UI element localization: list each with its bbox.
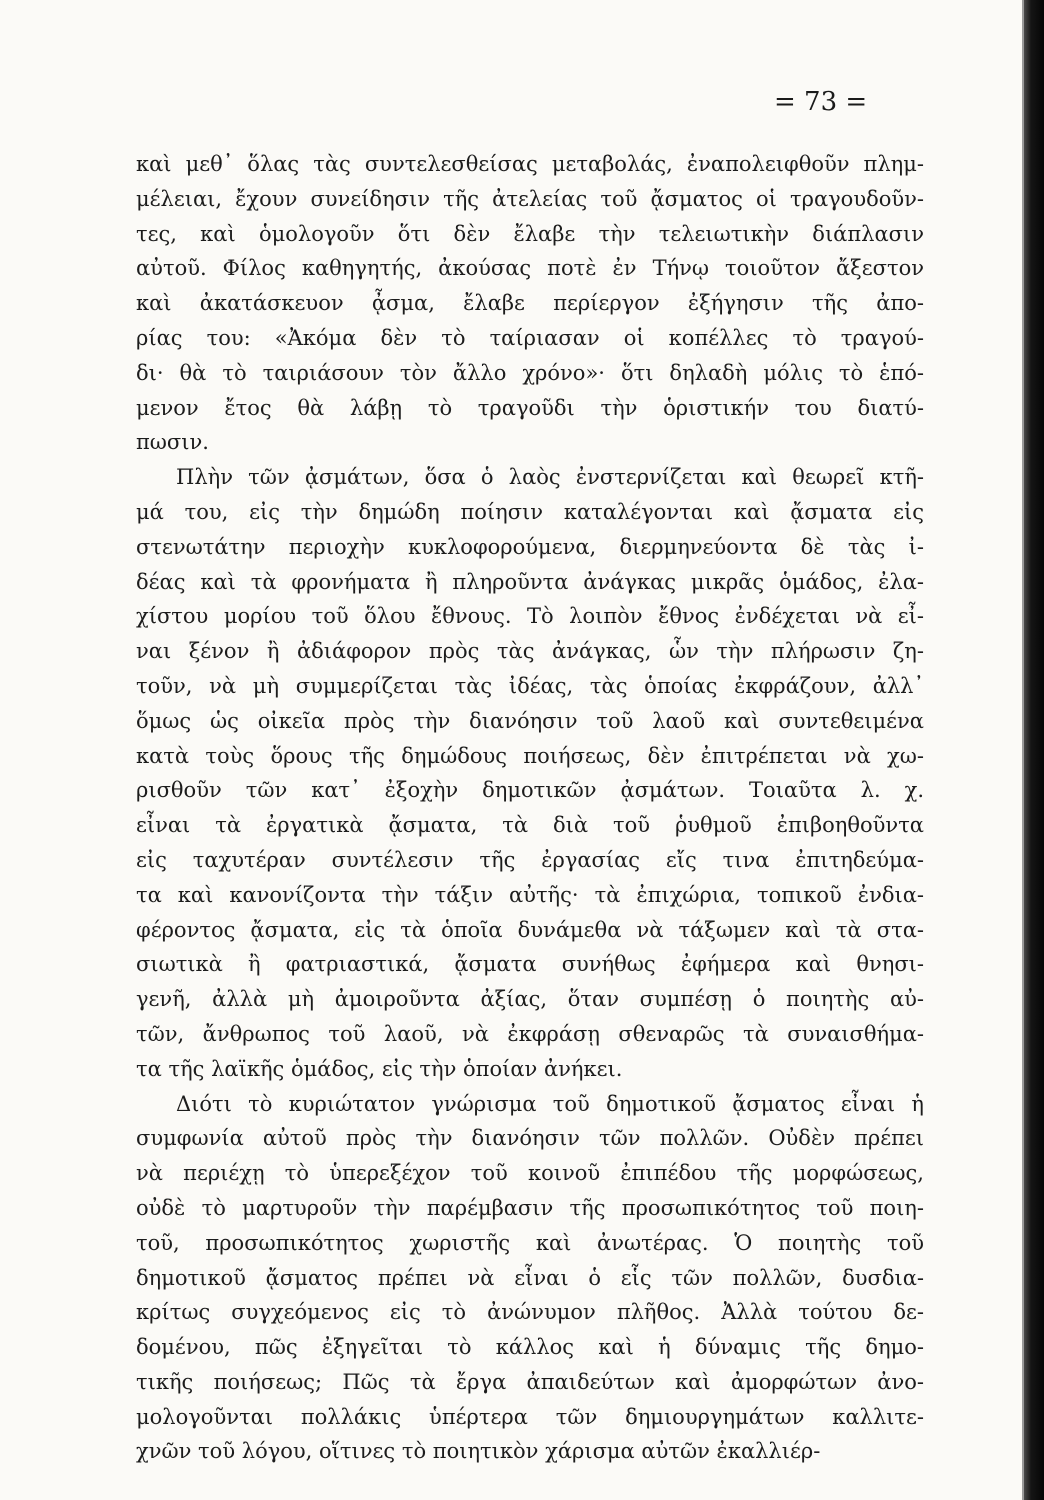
text-line: χνῶν τοῦ λόγου, οἵτινες τὸ ποιητικὸν χάρισμα αὐτῶν ἐκαλλιέρ-	[136, 1439, 821, 1464]
text-line: εἰς ταχυτέραν συντέλεσιν τῆς ἐργασίας εἴς τινα ἐπιτηδεύμα-	[136, 847, 924, 872]
text-line: μά του, εἰς τὴν δημώδη ποίησιν καταλέγονται καὶ ᾄσματα εἰς	[136, 499, 924, 524]
text-line: κατὰ τοὺς ὅρους τῆς δημώδους ποιήσεως, δὲν ἐπιτρέπεται νὰ χω-	[136, 743, 924, 768]
text-line: καὶ μεθ᾽ ὅλας τὰς συντελεσθείσας μεταβολάς, ἐναπολειφθοῦν πλημ-	[136, 152, 924, 176]
text-line: ρισθοῦν τῶν κατ᾽ ἐξοχὴν δημοτικῶν ᾀσμάτων. Τοιαῦτα λ. χ.	[136, 778, 924, 803]
text-line: φέροντος ᾄσματα, εἰς τὰ ὁποῖα δυνάμεθα νὰ τάξωμεν καὶ τὰ στα-	[136, 917, 924, 942]
text-line: καὶ ἀκατάσκευον ᾆσμα, ἔλαβε περίεργον ἐξήγησιν τῆς ἀπο-	[136, 291, 924, 316]
text-line: σιωτικὰ ἢ φατριαστικά, ᾄσματα συνήθως ἐφήμερα καὶ θνησι-	[136, 952, 924, 977]
text-line: πωσιν.	[136, 430, 209, 455]
text-line: τοῦν, νὰ μὴ συμμερίζεται τὰς ἰδέας, τὰς ὁποίας ἐκφράζουν, ἀλλ᾽	[136, 673, 924, 698]
text-line: οὐδὲ τὸ μαρτυροῦν τὴν παρέμβασιν τῆς προσωπικότητος τοῦ ποιη-	[136, 1195, 924, 1220]
text-line: δημοτικοῦ ᾄσματος πρέπει νὰ εἶναι ὁ εἷς τῶν πολλῶν, δυσδια-	[136, 1265, 924, 1290]
text-line: δέας καὶ τὰ φρονήματα ἢ πληροῦντα ἀνάγκας μικρᾶς ὁμάδος, ἐλα-	[136, 569, 924, 594]
text-line: νὰ περιέχῃ τὸ ὑπερεξέχον τοῦ κοινοῦ ἐπιπέδου τῆς μορφώσεως,	[136, 1161, 924, 1186]
text-line: τα τῆς λαϊκῆς ὁμάδος, εἰς τὴν ὁποίαν ἀνήκει.	[136, 1056, 623, 1081]
text-line: τα καὶ κανονίζοντα τὴν τάξιν αὐτῆς· τὰ ἐπιχώρια, τοπικοῦ ἐνδια-	[136, 882, 924, 907]
text-line: ρίας του: «Ἀκόμα δὲν τὸ ταίριασαν οἱ κοπέλλες τὸ τραγού-	[136, 325, 924, 350]
text-line: δομένου, πῶς ἐξηγεῖται τὸ κάλλος καὶ ἡ δύναμις τῆς δημο-	[136, 1335, 924, 1360]
text-line: τες, καὶ ὁμολογοῦν ὅτι δὲν ἔλαβε τὴν τελειωτικὴν διάπλασιν	[136, 221, 924, 246]
text-line: γενῆ, ἀλλὰ μὴ ἀμοιροῦντα ἀξίας, ὅταν συμπέσῃ ὁ ποιητὴς αὐ-	[136, 987, 924, 1012]
text-line: μολογοῦνται πολλάκις ὑπέρτερα τῶν δημιουργημάτων καλλιτε-	[136, 1404, 924, 1429]
text-line: Πλὴν τῶν ᾀσμάτων, ὅσα ὁ λαὸς ἐνστερνίζεται καὶ θεωρεῖ κτῆ-	[176, 465, 924, 490]
text-line: στενωτάτην περιοχὴν κυκλοφορούμενα, διερμηνεύοντα δὲ τὰς ἰ-	[136, 534, 924, 559]
text-line: ὅμως ὡς οἰκεῖα πρὸς τὴν διανόησιν τοῦ λαοῦ καὶ συντεθειμένα	[136, 708, 924, 733]
body-text	[136, 147, 924, 1487]
text-line: συμφωνία αὐτοῦ πρὸς τὴν διανόησιν τῶν πολλῶν. Οὐδὲν πρέπει	[136, 1126, 924, 1151]
text-line: αὐτοῦ. Φίλος καθηγητής, ἀκούσας ποτὲ ἐν Τήνῳ τοιοῦτον ἄξεστον	[136, 256, 924, 281]
text-line: κρίτως συγχεόμενος εἰς τὸ ἀνώνυμον πλῆθος. Ἀλλὰ τούτου δε-	[136, 1300, 924, 1325]
page-number: = 73 =	[774, 87, 868, 117]
text-line: δι· θὰ τὸ ταιριάσουν τὸν ἄλλο χρόνο»· ὅτι δηλαδὴ μόλις τὸ ἑπό-	[136, 360, 924, 385]
text-line: χίστου μορίου τοῦ ὅλου ἔθνους. Τὸ λοιπὸν ἔθνος ἐνδέχεται νὰ εἶ-	[136, 604, 924, 629]
text-line: Διότι τὸ κυριώτατον γνώρισμα τοῦ δημοτικοῦ ᾄσματος εἶναι ἡ	[176, 1091, 924, 1116]
scan-edge-shadow	[1024, 0, 1044, 1500]
text-line: τοῦ, προσωπικότητος χωριστῆς καὶ ἀνωτέρας. Ὁ ποιητὴς τοῦ	[136, 1230, 924, 1255]
text-line: μέλειαι, ἔχουν συνείδησιν τῆς ἀτελείας τοῦ ᾄσματος οἱ τραγουδοῦν-	[136, 186, 924, 211]
text-line: τικῆς ποιήσεως; Πῶς τὰ ἔργα ἀπαιδεύτων καὶ ἀμορφώτων ἀνο-	[136, 1369, 924, 1394]
text-line: εἶναι τὰ ἐργατικὰ ᾄσματα, τὰ διὰ τοῦ ῥυθμοῦ ἐπιβοηθοῦντα	[136, 813, 924, 838]
text-line: ναι ξένον ἢ ἀδιάφορον πρὸς τὰς ἀνάγκας, ὧν τὴν πλήρωσιν ζη-	[136, 639, 924, 664]
text-line: τῶν, ἄνθρωπος τοῦ λαοῦ, νὰ ἐκφράσῃ σθεναρῶς τὰ συναισθήμα-	[136, 1021, 924, 1046]
text-line: μενον ἔτος θὰ λάβῃ τὸ τραγοῦδι τὴν ὁριστικήν του διατύ-	[136, 395, 924, 420]
